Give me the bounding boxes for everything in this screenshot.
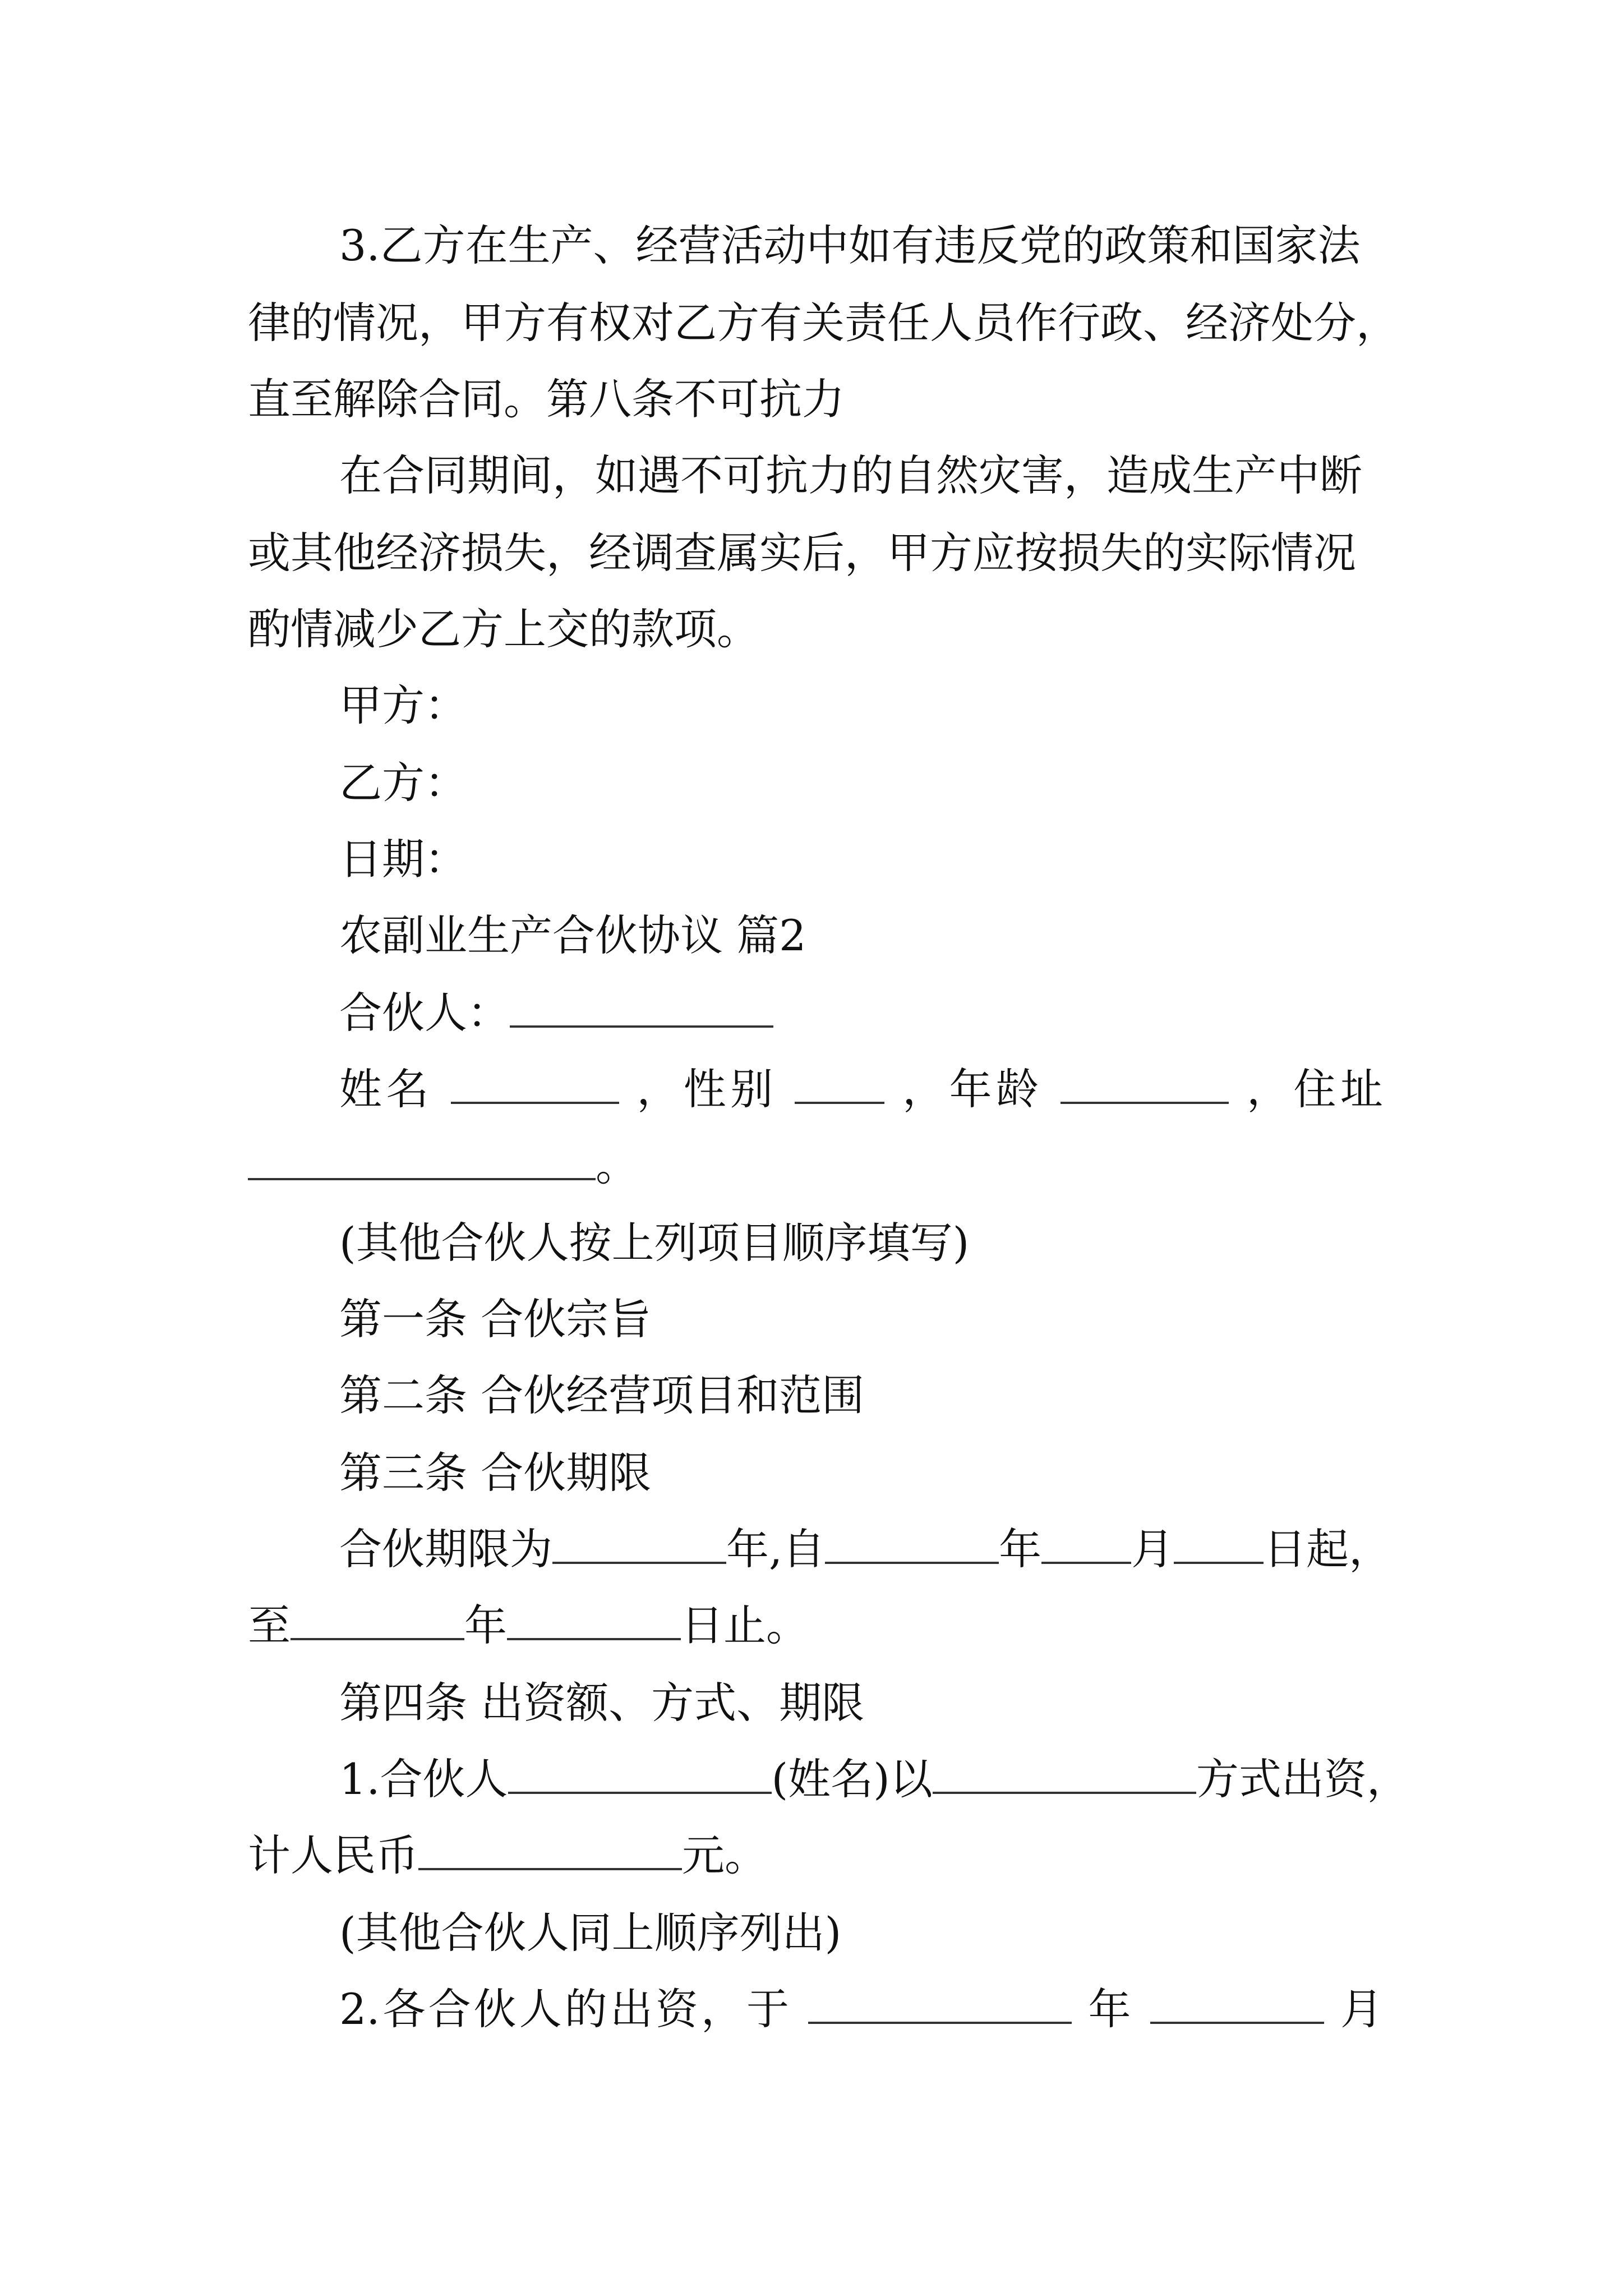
term-line (339, 1522, 1392, 1576)
contribution-text: 方式出资， (1196, 1754, 1409, 1804)
term-text: 日止。 (681, 1600, 809, 1650)
term-text: 年,自 (726, 1524, 826, 1574)
payment-month-blank (1150, 1982, 1324, 2024)
partner-name-blank (508, 1752, 772, 1794)
payment-year-blank (808, 1982, 1072, 2024)
article-heading: 第二条 合伙经营项目和范围 (339, 1370, 865, 1420)
contribution-line (339, 1752, 1409, 1806)
paragraph-line: 律的情况，甲方有权对乙方有关责任人员作行政、经济处分， (248, 298, 1399, 348)
partner-blank (510, 986, 773, 1028)
date-label: 日期： (339, 834, 467, 884)
name-label: 姓名 (339, 1064, 433, 1114)
contribution-text: 1.合伙人 (339, 1754, 508, 1804)
partner-line (339, 986, 1383, 1040)
start-day-blank (1174, 1522, 1264, 1564)
paragraph-line: 或其他经济损失，经调查属实后，甲方应按损失的实际情况 (248, 528, 1356, 578)
paragraph-line: 酌情减少乙方上交的款项。 (248, 604, 759, 654)
amount-blank (418, 1829, 682, 1870)
term-years-blank (552, 1522, 726, 1564)
period-mark: 。 (596, 1140, 638, 1190)
contribution-text: (姓名)以 (771, 1754, 933, 1804)
end-day-blank (507, 1599, 681, 1640)
payment-text: 2.各合伙人的出资，于 (339, 1984, 792, 2034)
name-blank (451, 1062, 619, 1104)
payment-text: 年 (1088, 1984, 1134, 2034)
age-label: ，年龄 (902, 1064, 1043, 1114)
amount-line (248, 1829, 1383, 1883)
paragraph-line: 直至解除合同。第八条不可抗力 (248, 374, 845, 424)
address-blank (248, 1139, 596, 1180)
method-blank (933, 1752, 1196, 1794)
age-blank (1061, 1062, 1229, 1104)
article-heading: 第三条 合伙期限 (339, 1448, 652, 1498)
party-a-label: 甲方： (339, 680, 467, 730)
address-line (248, 1139, 1383, 1193)
payment-text: 月 (1340, 1984, 1383, 2034)
payment-line (339, 1982, 1383, 2036)
partner-label: 合伙人： (339, 988, 510, 1038)
paragraph-line: (其他合伙人同上顺序列出) (339, 1908, 842, 1958)
amount-text: 元。 (682, 1830, 767, 1880)
start-year-blank (825, 1522, 999, 1564)
term-end-line (248, 1599, 1383, 1653)
term-text: 日起， (1264, 1524, 1392, 1574)
partner-info-line (339, 1062, 1383, 1116)
article-heading: 第一条 合伙宗旨 (339, 1294, 652, 1344)
term-text: 合伙期限为 (339, 1524, 552, 1574)
paragraph-line: (其他合伙人按上列项目顺序填写) (339, 1218, 970, 1268)
paragraph-line: 在合同期间，如遇不可抗力的自然灾害，造成生产中断 (339, 450, 1362, 500)
article-heading: 第四条 出资额、方式、期限 (339, 1678, 865, 1728)
start-month-blank (1041, 1522, 1131, 1564)
term-text: 月 (1131, 1524, 1174, 1574)
gender-label: ，性别 (637, 1064, 777, 1114)
end-year-blank (291, 1599, 464, 1640)
section-heading: 农副业生产合伙协议 篇2 (339, 910, 806, 960)
paragraph-line: 3.乙方在生产、经营活动中如有违反党的政策和国家法 (339, 220, 1361, 270)
gender-blank (795, 1062, 884, 1104)
term-text: 年 (464, 1600, 507, 1650)
amount-text: 计人民币 (248, 1830, 418, 1880)
term-text: 年 (999, 1524, 1042, 1574)
term-text: 至 (248, 1600, 291, 1650)
address-label: ，住址 (1246, 1064, 1383, 1114)
party-b-label: 乙方： (339, 758, 467, 808)
